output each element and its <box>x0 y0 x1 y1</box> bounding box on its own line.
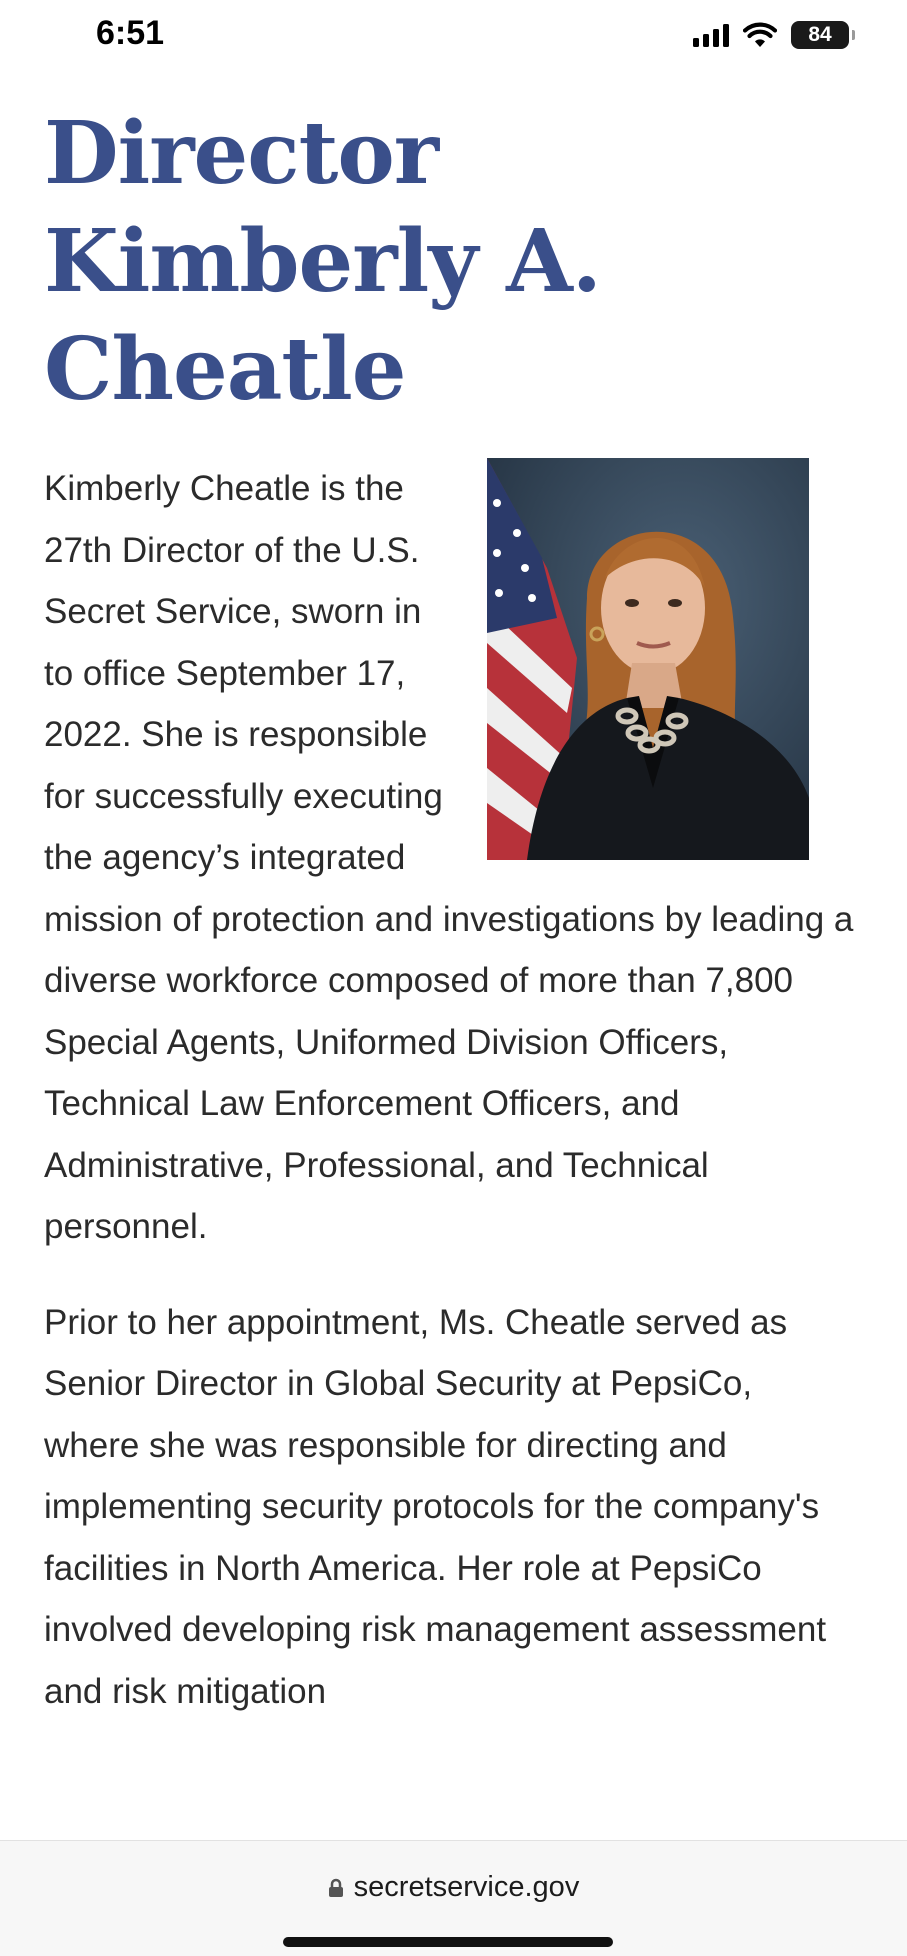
page-title <box>44 100 854 424</box>
article <box>44 100 854 1722</box>
url-domain: secretservice.gov <box>353 1871 580 1903</box>
title-line: Director <box>44 103 439 204</box>
battery-icon <box>791 21 849 49</box>
bio-body <box>44 458 854 1722</box>
bio-paragraph: Kimberly Cheatle is the 27th Director of the U.S. Secret Service, sworn in to office September 17, 2022. She is responsible for successfully executing the agency’s integrated mission of protection and investigations by leading a diverse workforce composed of more than 7,800 Special Agents, Uniformed Division Officers, Technical Law Enforcement Officers, and Administrative, Professional, and Technical personnel. <box>44 469 854 1246</box>
lock-icon <box>328 1878 344 1898</box>
director-portrait <box>487 458 809 860</box>
bio-paragraph: Prior to her appointment, Ms. Cheatle served as Senior Director in Global Security at PepsiCo, where she was responsible for directing and implementing security protocols for the company's facilities in North America. Her role at PepsiCo involved developing risk management assessment and risk mitigation <box>44 1302 827 1711</box>
browser-toolbar <box>0 1840 907 1956</box>
battery-level: 84 <box>808 23 832 46</box>
home-indicator[interactable] <box>283 1937 613 1947</box>
status-bar <box>0 0 907 70</box>
wifi-icon <box>743 22 777 48</box>
status-icons <box>693 18 849 52</box>
status-time: 6:51 <box>96 14 165 52</box>
title-line: Cheatle <box>44 319 406 420</box>
cellular-signal-icon <box>693 23 729 47</box>
address-bar[interactable] <box>0 1871 907 1904</box>
portrait-image <box>487 458 809 860</box>
title-line: Kimberly A. <box>44 211 601 312</box>
